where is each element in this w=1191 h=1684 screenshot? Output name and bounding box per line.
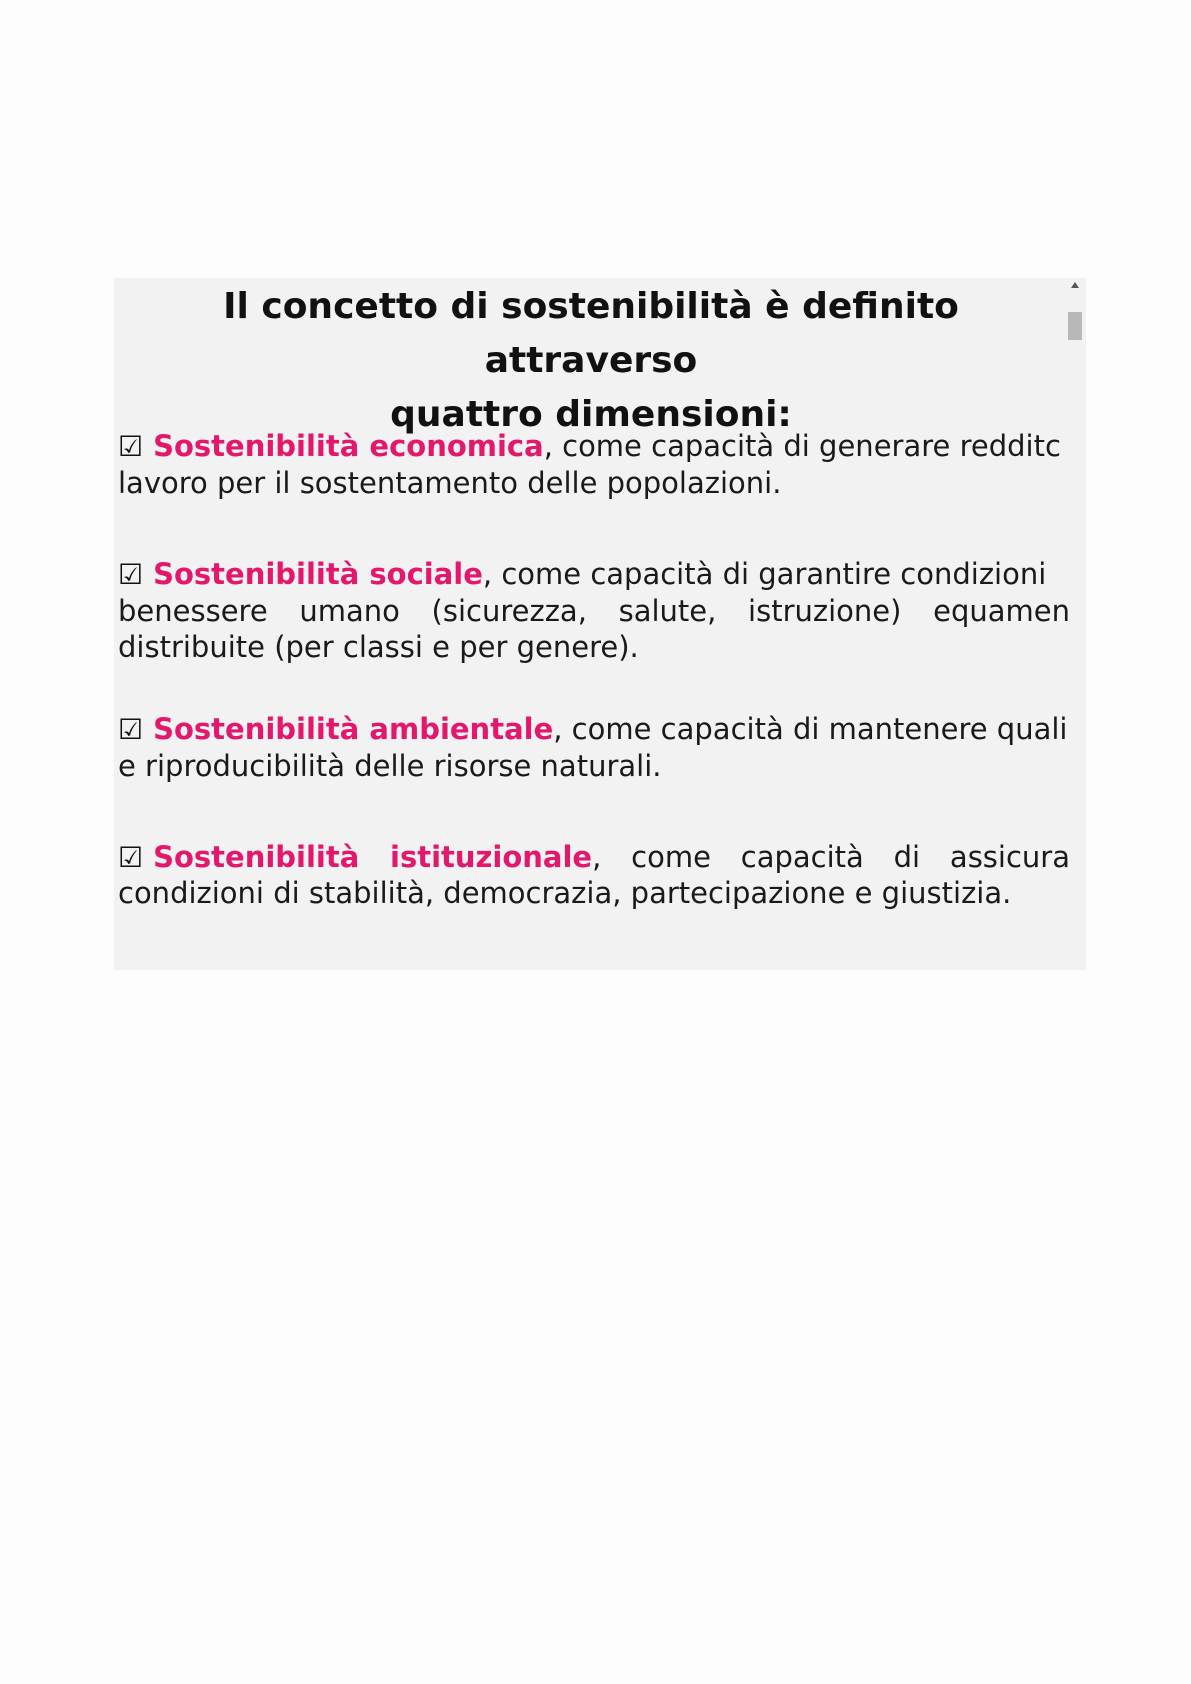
term-economica: Sostenibilità economica <box>153 429 544 463</box>
item-text: e riproducibilità delle risorse naturali. <box>118 749 662 783</box>
item-text: , come capacità di mantenere quali <box>553 712 1068 746</box>
item-text: lavoro per il sostentamento delle popolazioni. <box>118 466 782 500</box>
list-item-economica <box>118 428 1070 501</box>
list-item-istituzionale <box>118 839 1070 911</box>
term-istituzionale: Sostenibilità istituzionale <box>153 840 593 874</box>
vertical-scrollbar[interactable] <box>1066 278 1086 970</box>
scroll-thumb[interactable] <box>1068 312 1082 340</box>
slide-panel <box>114 278 1086 970</box>
dimension-list <box>118 428 1070 961</box>
checkbox-checked-icon: ☑ <box>118 430 144 463</box>
item-text: , come capacità di garantire condizioni <box>482 557 1047 591</box>
checkbox-checked-icon: ☑ <box>118 558 144 591</box>
item-text: , come capacità di assicura <box>592 840 1070 874</box>
item-text: distribuite (per classi e per genere). <box>118 630 639 664</box>
slide-title-line-2: quattro dimensioni: <box>390 394 792 435</box>
item-text: , come capacità di generare redditc <box>543 429 1061 463</box>
slide-title <box>114 280 1068 442</box>
slide-title-line-1: Il concetto di sostenibilità è definito attraverso <box>223 286 959 381</box>
list-item-ambientale <box>118 711 1070 784</box>
checkbox-checked-icon: ☑ <box>118 713 144 746</box>
term-ambientale: Sostenibilità ambientale <box>153 712 554 746</box>
term-sociale: Sostenibilità sociale <box>153 557 483 591</box>
list-item-sociale <box>118 556 1070 665</box>
item-text: benessere umano (sicurezza, salute, istruzione) equamen <box>118 594 1070 628</box>
checkbox-checked-icon: ☑ <box>118 841 144 874</box>
scroll-up-arrow-icon[interactable] <box>1071 282 1079 288</box>
item-text: condizioni di stabilità, democrazia, partecipazione e giustizia. <box>118 876 1012 910</box>
